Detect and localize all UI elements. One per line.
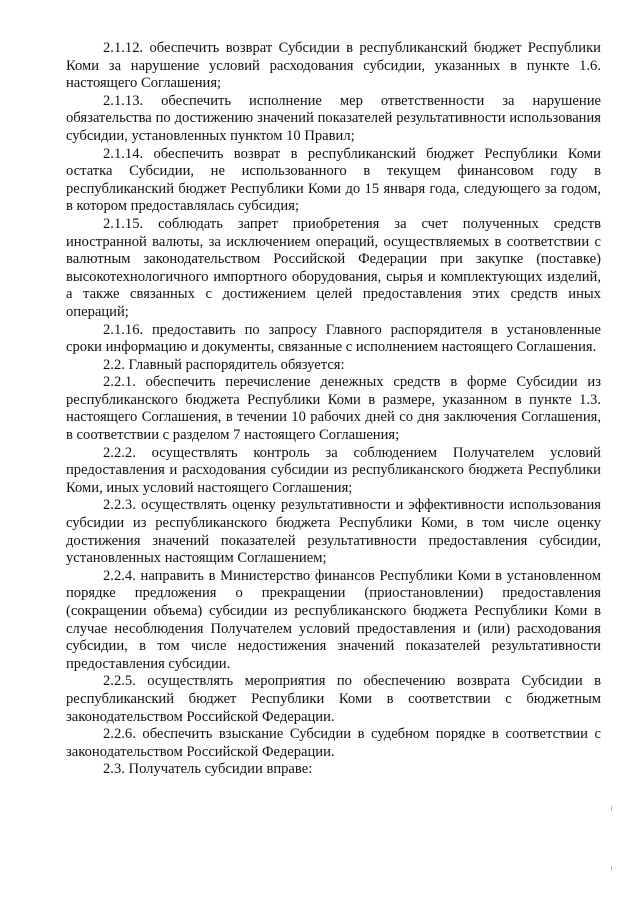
- paragraph-2-2-5: 2.2.5. осуществлять мероприятия по обеспечению возврата Субсидии в республиканский бюджет Республики Коми в соответствии с бюджетным законодательством Российской Федерации.: [66, 673, 601, 725]
- paragraph-2-2: 2.2. Главный распорядитель обязуется:: [103, 356, 345, 373]
- paragraph-2-2-2: 2.2.2. осуществлять контроль за соблюдением Получателем условий предоставления и расходования субсидии из республиканского бюджета Республики Коми, иных условий настоящего Соглашения;: [66, 444, 601, 496]
- document-page: [66, 40, 601, 779]
- paragraph-2-2-4: 2.2.4. направить в Министерство финансов Республики Коми в установленном порядке предложения о прекращении (приостановлении) предоставления (сокращении объема) субсидии из республиканского бюджета Республики Коми в случае несоблюдения Получателем условий предоставления и (или) расходования субсидии, в том числе недостижения значений показателей результативности предоставления субсидии.: [66, 567, 601, 672]
- scan-mark: [611, 866, 612, 871]
- paragraph-2-1-15: 2.1.15. соблюдать запрет приобретения за счет полученных средств иностранной валюты, за исключением операций, осуществляемых в соответствии с валютным законодательством Российской Федерации при закупке (поставке) высокотехнологичного импортного оборудования, сырья и комплектующих изделий, а также связанных с достижением целей предоставления этих средств иных операций;: [66, 215, 601, 320]
- paragraph-2-2-1: 2.2.1. обеспечить перечисление денежных средств в форме Субсидии из республиканского бюджета Республики Коми в размере, указанном в пункте 1.3. настоящего Соглашения, в течении 10 рабочих дней со дня заключения Соглашения, в соответствии с разделом 7 настоящего Соглашения;: [66, 374, 601, 444]
- paragraph-2-1-13: 2.1.13. обеспечить исполнение мер ответственности за нарушение обязательства по достижению значений показателей результативности использования субсидии, установленных пунктом 10 Правил;: [66, 92, 601, 144]
- paragraph-2-1-12: 2.1.12. обеспечить возврат Субсидии в республиканский бюджет Республики Коми за нарушение условий расходования субсидии, указанных в пункте 1.6. настоящего Соглашения;: [66, 40, 601, 92]
- paragraph-2-2-3: 2.2.3. осуществлять оценку результативности и эффективности использования субсидии из республиканского бюджета Республики Коми, в том числе оценку достижения значений показателей результативности предоставления субсидии, установленных настоящим Соглашением;: [66, 497, 601, 567]
- scan-mark: [611, 806, 612, 811]
- paragraph-2-2-6: 2.2.6. обеспечить взыскание Субсидии в судебном порядке в соответствии с законодательством Российской Федерации.: [66, 726, 601, 760]
- paragraph-2-1-14: 2.1.14. обеспечить возврат в республиканский бюджет Республики Коми остатка Субсидии, не использованного в текущем финансовом году в республиканский бюджет Республики Коми до 15 января года, следующего за годом, в котором предоставлялась субсидия;: [66, 145, 601, 215]
- paragraph-2-3: 2.3. Получатель субсидии вправе:: [103, 761, 313, 778]
- paragraph-2-1-16: 2.1.16. предоставить по запросу Главного распорядителя в установленные сроки информацию и документы, связанные с исполнением настоящего Соглашения.: [66, 321, 601, 356]
